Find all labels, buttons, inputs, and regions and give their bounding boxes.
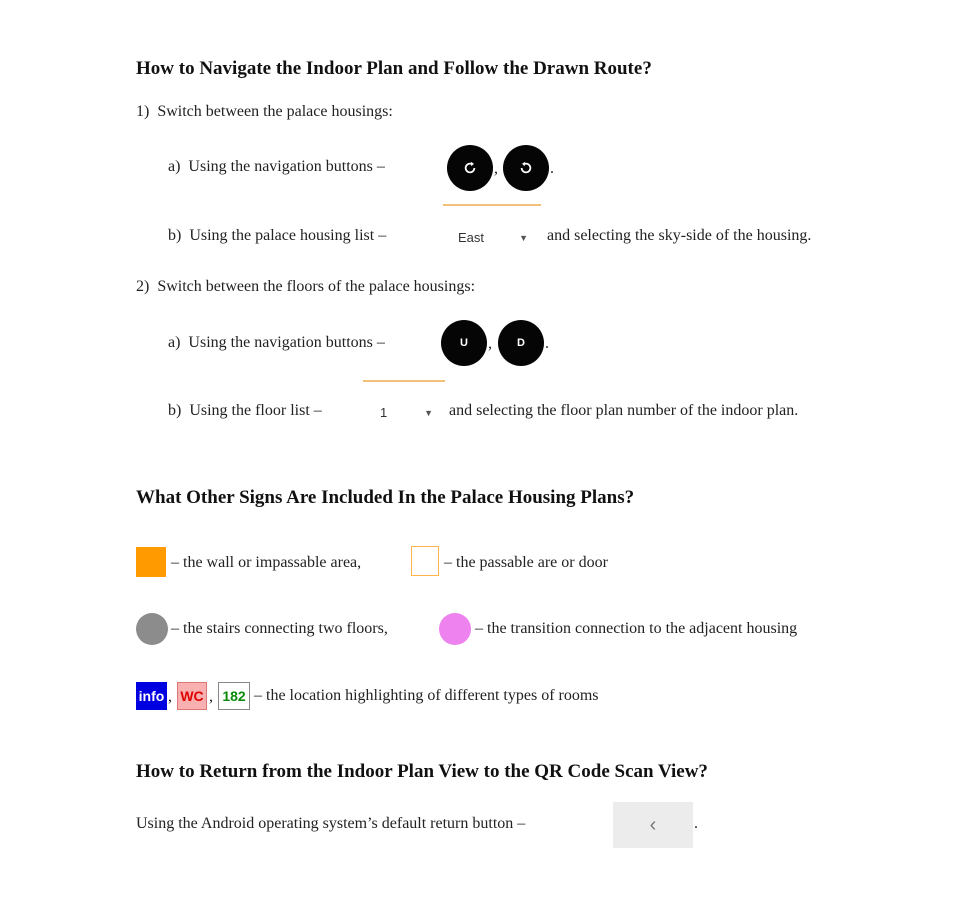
end-dot: .	[545, 335, 549, 352]
return-description: Using the Android operating system’s default return button –	[136, 815, 526, 832]
rooms-description: – the location highlighting of different types of rooms	[254, 687, 599, 704]
info-room-tag: info	[136, 682, 167, 710]
numbered-room-tag: 182	[218, 682, 250, 710]
stairs-description: – the stairs connecting two floors,	[171, 620, 388, 637]
floor-up-button[interactable]	[441, 320, 487, 366]
rotate-counterclockwise-button[interactable]	[503, 145, 549, 191]
separator: ,	[494, 160, 498, 177]
step-2b-label: b) Using the floor list –	[168, 402, 322, 419]
door-description: – the passable are or door	[444, 554, 608, 571]
section-title-return: How to Return from the Indoor Plan View to the QR Code Scan View?	[136, 761, 708, 782]
separator: ,	[488, 335, 492, 352]
active-indicator	[443, 204, 541, 206]
step-1b-label: b) Using the palace housing list –	[168, 227, 387, 244]
rotate-counterclockwise-icon	[519, 161, 533, 175]
android-back-button[interactable]	[613, 802, 693, 848]
transition-description: – the transition connection to the adjacent housing	[475, 620, 798, 637]
wall-swatch	[136, 547, 166, 577]
step-2b-tail: and selecting the floor plan number of the indoor plan.	[449, 402, 799, 419]
rotate-clockwise-button[interactable]	[447, 145, 493, 191]
end-dot: .	[694, 815, 698, 832]
floor-down-button[interactable]	[498, 320, 544, 366]
active-indicator	[363, 380, 445, 382]
separator: ,	[168, 688, 172, 705]
door-swatch	[411, 546, 439, 576]
step-2-label: 2) Switch between the floors of the palace housings:	[136, 278, 476, 295]
step-1-label: 1) Switch between the palace housings:	[136, 103, 393, 120]
section-title-signs: What Other Signs Are Included In the Palace Housing Plans?	[136, 487, 635, 508]
floor-down-label: D	[517, 337, 525, 349]
separator: ,	[209, 688, 213, 705]
stairs-swatch	[136, 613, 168, 645]
housing-select[interactable]	[458, 230, 528, 245]
step-1a-label: a) Using the navigation buttons –	[168, 158, 385, 175]
dropdown-caret-icon: ▼	[519, 232, 528, 243]
step-2a-label: a) Using the navigation buttons –	[168, 334, 385, 351]
wc-room-tag: WC	[177, 682, 207, 710]
floor-select[interactable]	[380, 405, 433, 420]
step-1b-tail: and selecting the sky-side of the housing.	[547, 227, 812, 244]
section-title-navigate: How to Navigate the Indoor Plan and Follow the Drawn Route?	[136, 58, 652, 79]
chevron-left-icon: ‹	[649, 813, 657, 836]
transition-swatch	[439, 613, 471, 645]
floor-up-label: U	[460, 337, 468, 349]
dropdown-caret-icon: ▼	[424, 407, 433, 418]
floor-select-value: 1	[380, 405, 388, 420]
wall-description: – the wall or impassable area,	[171, 554, 362, 571]
rotate-clockwise-icon	[463, 161, 477, 175]
housing-select-value: East	[458, 230, 485, 245]
end-dot: .	[550, 160, 554, 177]
